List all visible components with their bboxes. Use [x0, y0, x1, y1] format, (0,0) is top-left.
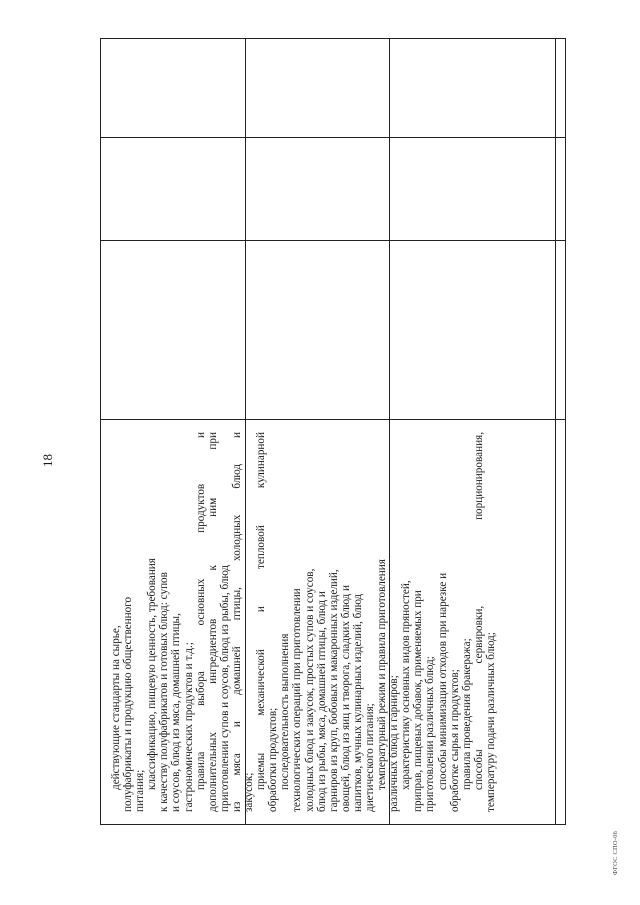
content-line: и соусов, блюд из мяса, домашней птицы, — [170, 613, 183, 812]
content-line: обработке сырья и продуктов; — [448, 669, 461, 812]
content-line: блюд из рыбы, мяса, домашней птицы, блюд и — [315, 591, 328, 812]
content-line: закусок; — [243, 772, 256, 812]
table-column-divider — [101, 137, 565, 138]
form-code: ФГОС СПО-06 — [612, 830, 619, 875]
content-line: диетического питания; — [363, 703, 376, 812]
content-line: дополнительных ингредиентов к ним при — [206, 432, 219, 812]
content-line: температурный режим и правила приготовления — [376, 559, 389, 790]
content-line: последовательность выполнения — [279, 633, 292, 790]
content-line: питания; — [134, 769, 147, 812]
content-line: полуфабрикаты и продукцию общественного — [122, 596, 135, 812]
content-line: способы сервировки, порционирования, — [472, 432, 485, 790]
content-line: приготовлении различных блюд; — [424, 656, 437, 812]
content-line: классификацию, пищевую ценность, требования — [146, 558, 159, 790]
knowledge-requirements-cell — [110, 432, 497, 812]
content-line: правила выбора основных продуктов и — [194, 432, 207, 790]
content-line: различных блюд и гарниров; — [388, 675, 401, 812]
content-line: характеристику основных видов пряностей, — [400, 580, 413, 790]
content-line: приготовлении супов и соусов, блюд из рыбы, блюд — [218, 565, 231, 812]
table-column-divider — [101, 419, 565, 420]
content-line: гастрономических продуктов и т.д.; — [182, 642, 195, 812]
content-line: способы минимизации отходов при нарезке и — [436, 572, 449, 790]
content-line: к качеству полуфабрикатов и готовых блюд: супов — [158, 572, 171, 812]
page-number: 18 — [40, 454, 55, 467]
content-line: температуру подачи различных блюд; — [484, 632, 497, 812]
content-line: напитков, мучных кулинарных изделий, блюд — [351, 593, 364, 812]
content-line: технологических операций при приготовлении — [291, 588, 304, 812]
content-line: гарниров из круп, бобовых и макаронных изделий, — [327, 569, 340, 812]
content-line: приемы механической и тепловой кулинарной — [255, 432, 268, 790]
content-line: из мяса и домашней птицы, холодных блюд и — [230, 432, 243, 812]
table-column-divider — [101, 240, 565, 241]
content-line: действующие стандарты на сырье, — [110, 625, 122, 790]
content-line: холодных блюд и закусок, простых супов и соусов, — [303, 568, 316, 812]
content-line: правила проведения бракеража; — [460, 638, 473, 790]
table-row-divider — [555, 39, 556, 824]
content-line: овощей, блюд из яиц и творога, сладких блюд и — [339, 584, 352, 812]
content-line: приправ, пищевых добавок, применяемых при — [412, 590, 425, 812]
content-line: обработки продуктов; — [267, 707, 280, 812]
competency-table — [100, 38, 566, 825]
